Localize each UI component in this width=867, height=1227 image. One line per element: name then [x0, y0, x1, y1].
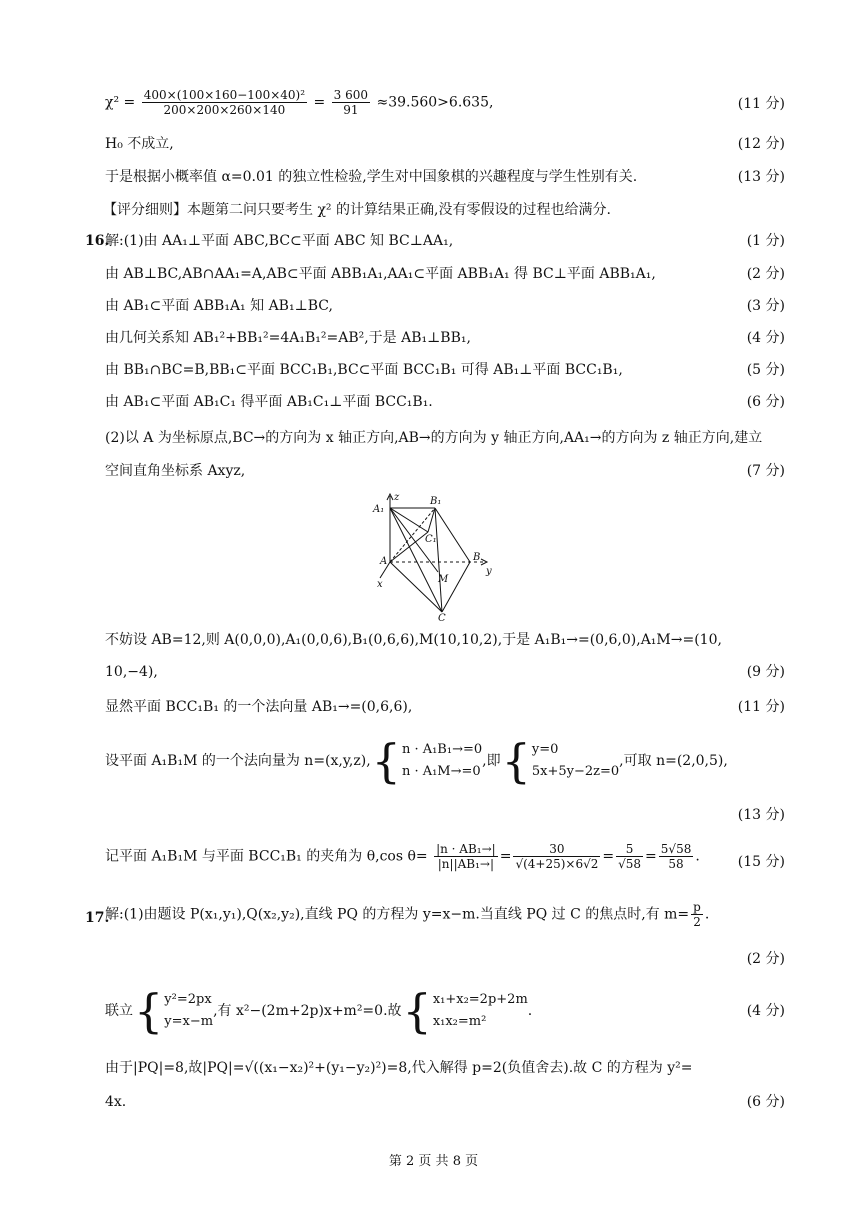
text-line: 由于|PQ|=8,故|PQ|=√((x₁−x₂)²+(y₁−y₂)²)=8,代入解得 p=2(负值舍去).故 C 的方程为 y²=	[105, 1060, 693, 1076]
label-a1: A₁	[373, 504, 385, 515]
label-c: C	[438, 613, 446, 622]
text-line: 由 AB⊥BC,AB∩AA₁=A,AB⊂平面 ABB₁A₁,AA₁⊂平面 ABB₁A₁ 得 BC⊥平面 ABB₁A₁,	[105, 266, 656, 282]
page-footer: 第 2 页 共 8 页	[388, 1154, 479, 1169]
text-line: 由几何关系知 AB₁²+BB₁²=4A₁B₁²=AB²,于是 AB₁⊥BB₁,	[105, 330, 471, 346]
text-line: 4x.	[105, 1094, 127, 1110]
score: (12 分)	[737, 136, 785, 152]
text-line: 于是根据小概率值 α=0.01 的独立性检验,学生对中国象棋的兴趣程度与学生性别有关.	[105, 169, 638, 185]
equation-system: x₁+x₂=2p+2m x₁x₂=m²	[432, 992, 528, 1029]
text-line: 空间直角坐标系 Axyz,	[105, 463, 246, 479]
text-line: 由 AB₁⊂平面 AB₁C₁ 得平面 AB₁C₁⊥平面 BCC₁B₁.	[105, 394, 433, 410]
label-y: y	[486, 566, 492, 577]
text-line: (2)以 A 为坐标原点,BC→的方向为 x 轴正方向,AB→的方向为 y 轴正方向,AA₁→的方向为 z 轴正方向,建立	[105, 430, 763, 446]
label-z: z	[394, 492, 400, 503]
text-line: 10,−4),	[105, 664, 158, 680]
score: (1 分)	[746, 233, 785, 249]
question-number: 17.	[85, 910, 110, 926]
score: (11 分)	[737, 699, 785, 715]
text-line: 不妨设 AB=12,则 A(0,0,0),A₁(0,0,6),B₁(0,6,6),M(10,10,2),于是 A₁B₁→=(0,6,0),A₁M→=(10,	[105, 632, 722, 648]
text-line: 由 AB₁⊂平面 ABB₁A₁ 知 AB₁⊥BC,	[105, 298, 333, 314]
score: (13 分)	[737, 169, 785, 185]
label-a: A	[380, 556, 388, 567]
grading-note: 【评分细则】本题第二问只要考生 χ² 的计算结果正确,没有零假设的过程也给满分.	[103, 202, 611, 218]
chi-symbol: χ² =	[105, 94, 136, 111]
chi-square-line: χ² = $\frac{\text{400×(100×160−100×40)²}}{200\times 200\times 260\times 140}$ = $\frac{3 600}{91}$ ≈39.560>6.635,	[105, 88, 494, 117]
score: (3 分)	[746, 298, 785, 314]
text-line: 解:(1)由题设 P(x₁,y₁),Q(x₂,y₂),直线 PQ 的方程为 y=x−m.当直线 PQ 过 C 的焦点时,有 m= $\frac{p}{2}$ .	[105, 900, 710, 929]
score: (13 分)	[737, 807, 785, 823]
normal-vector-line: 设平面 A₁B₁M 的一个法向量为 n=(x,y,z),{ n · A₁B₁→=0 n · A₁M→=0 ,即{ y=0 5x+5y−2z=0 ,可取 n=(2,0,5),	[105, 734, 728, 788]
chi-fraction: $\frac{\text{400×(100×160−100×40)²}}{200\times 200\times 260\times 140}$	[143, 88, 306, 117]
text-line: H₀ 不成立,	[105, 136, 174, 152]
text-line: 显然平面 BCC₁B₁ 的一个法向量 AB₁→=(0,6,6),	[105, 699, 413, 715]
question-number: 16.	[85, 233, 110, 249]
label-m: M	[438, 574, 449, 585]
score: (6 分)	[746, 1094, 785, 1110]
score: (2 分)	[746, 266, 785, 282]
chi-result-fraction: $\frac{3 600}{91}$	[333, 88, 369, 117]
score: (5 分)	[746, 362, 785, 378]
score: (7 分)	[746, 463, 785, 479]
system-line: 联立{ y²=2px y=x−m ,有 x²−(2m+2p)x+m²=0.故{ x₁+x₂=2p+2m x₁x₂=m² .	[105, 984, 533, 1038]
score: (6 分)	[746, 394, 785, 410]
geometry-figure	[370, 490, 500, 622]
equation-system: y²=2px y=x−m	[164, 992, 214, 1029]
label-x: x	[377, 579, 383, 590]
score: (15 分)	[737, 854, 785, 870]
score: (9 分)	[746, 664, 785, 680]
cos-theta-line: 记平面 A₁B₁M 与平面 BCC₁B₁ 的夹角为 θ,cos θ= $\frac{\text{|n · AB₁→|}}{\text{|n||AB₁→|}}$ = $\frac{30}{√(4+25)\times 6√2}$ = $\frac{5}{√58}$ = $\frac{5√58}{58}$ .	[105, 842, 700, 871]
label-b: B	[473, 552, 481, 563]
equation-system: n · A₁B₁→=0 n · A₁M→=0	[401, 742, 483, 779]
score: (4 分)	[746, 330, 785, 346]
text-line: 解:(1)由 AA₁⊥平面 ABC,BC⊂平面 ABC 知 BC⊥AA₁,	[105, 233, 454, 249]
score: (4 分)	[746, 1003, 785, 1019]
label-c1: C₁	[425, 534, 437, 545]
score: (2 分)	[746, 951, 785, 967]
score: (11 分)	[737, 96, 785, 112]
label-b1: B₁	[430, 496, 442, 507]
equation-system: y=0 5x+5y−2z=0	[531, 742, 620, 779]
text-line: 由 BB₁∩BC=B,BB₁⊂平面 BCC₁B₁,BC⊂平面 BCC₁B₁ 可得 AB₁⊥平面 BCC₁B₁,	[105, 362, 623, 378]
